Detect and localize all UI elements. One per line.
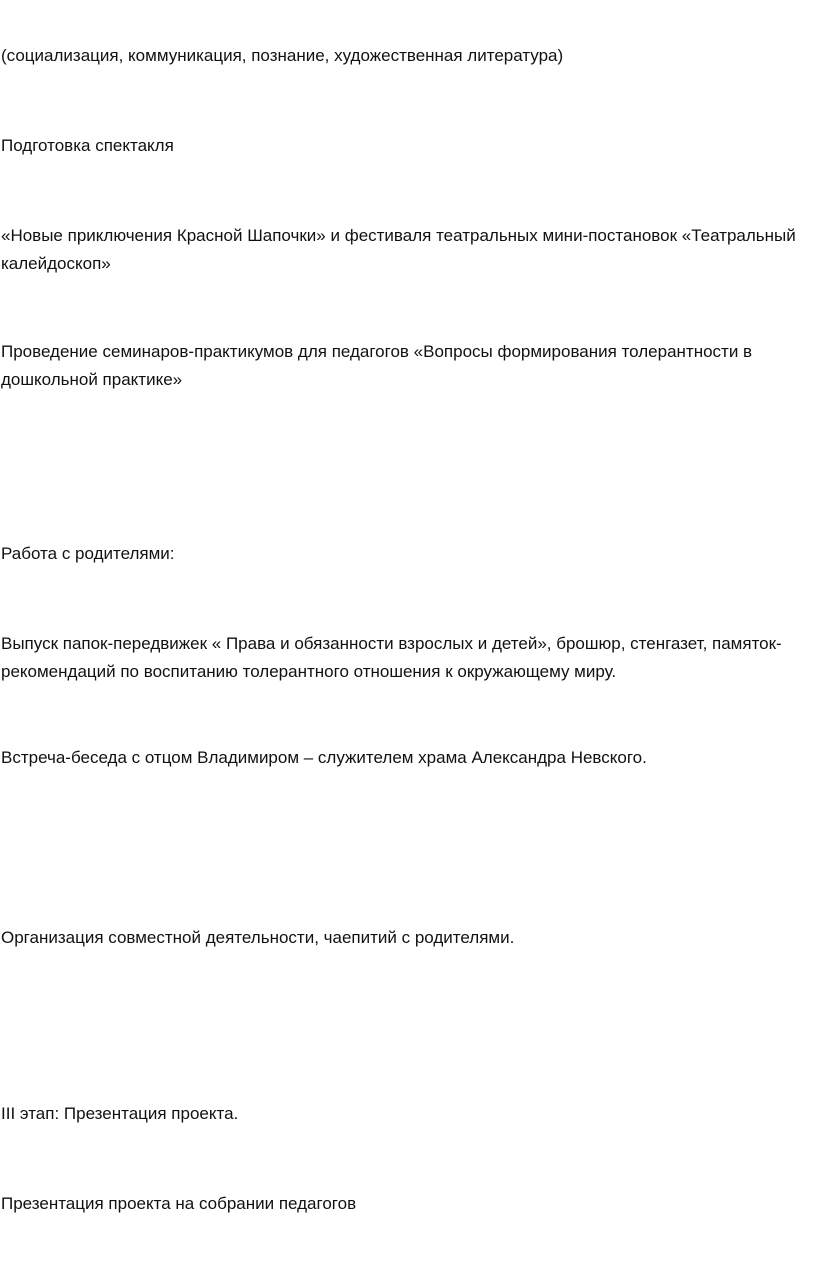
paragraph-joint-activities: Организация совместной деятельности, чаепитий с родителями. xyxy=(1,928,515,947)
paragraph-teacher-seminars: Проведение семинаров-практикумов для педагогов «Вопросы формирования толерантности в дошкольной практике» xyxy=(1,342,753,389)
heading-work-with-parents: Работа с родителями: xyxy=(1,544,175,563)
paragraph-project-presentation: Презентация проекта на собрании педагогов xyxy=(1,1194,357,1213)
paragraph-play-titles: «Новые приключения Красной Шапочки» и фестиваля театральных мини-постановок «Театральный калейдоскоп» xyxy=(1,226,796,273)
paragraph-play-preparation: Подготовка спектакля xyxy=(1,136,174,155)
paragraph-folders-release: Выпуск папок-передвижек « Права и обязанности взрослых и детей», брошюр, стенгазет, памяток-рекомендаций по воспитанию толерантного отношения к окружающему миру. xyxy=(1,634,782,681)
heading-stage-three: III этап: Презентация проекта. xyxy=(1,1104,239,1123)
paragraph-areas: (социализация, коммуникация, познание, художественная литература) xyxy=(1,46,564,65)
paragraph-meeting-priest: Встреча-беседа с отцом Владимиром – служителем храма Александра Невского. xyxy=(1,748,647,767)
